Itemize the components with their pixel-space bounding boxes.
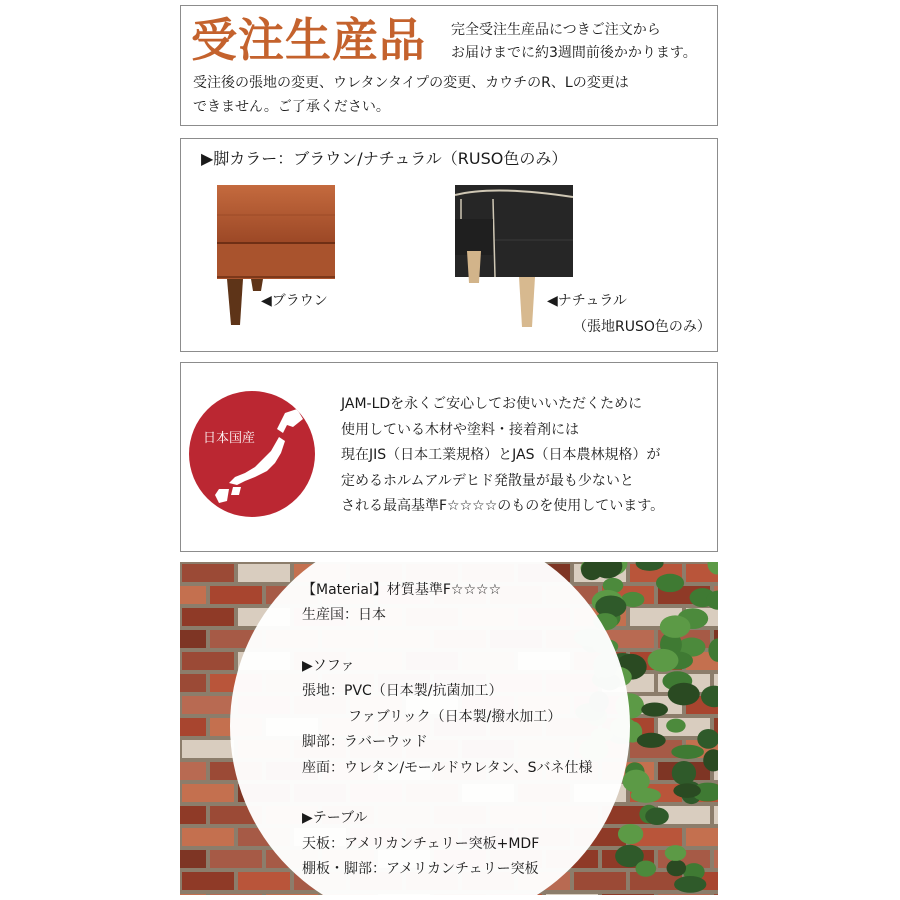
material-header: 【Material】材質基準F☆☆☆☆ — [302, 582, 502, 598]
material-line: ファブリック（日本製/撥水加工） — [348, 709, 562, 725]
notice-line-4: できません。ご了承ください。 — [193, 99, 390, 115]
safety-text-line: 定めるホルムアルデヒド発散量が最も少ないと — [341, 473, 634, 489]
notice-line-1: 完全受注生産品につきご注文から — [451, 22, 661, 38]
safety-text-line: される最高基準F☆☆☆☆のものを使用しています。 — [341, 498, 665, 514]
safety-text-line: 現在JIS（日本工業規格）とJAS（日本農林規格）が — [341, 447, 661, 463]
material-line: 生産国：日本 — [302, 607, 386, 623]
order-notice-box — [180, 5, 718, 126]
brown-caption: ◀ブラウン — [261, 293, 328, 309]
material-table-heading: ▶テーブル — [302, 810, 368, 826]
material-line: 棚板・脚部：アメリカンチェリー突板 — [302, 861, 539, 877]
notice-line-2: お届けまでに約3週間前後かかります。 — [451, 45, 697, 61]
made-in-japan-label: 日本国産 — [203, 431, 256, 446]
material-line: 脚部：ラバーウッド — [302, 734, 428, 750]
made-in-japan-badge — [189, 391, 315, 517]
japan-map-icon — [189, 391, 315, 517]
safety-text-line: JAM-LDを永くご安心してお使いいただくために — [341, 396, 643, 412]
material-line: 張地：PVC（日本製/抗菌加工） — [302, 683, 503, 699]
made-in-japan-box — [180, 362, 718, 552]
material-line: 天板：アメリカンチェリー突板+MDF — [302, 836, 540, 852]
safety-text-line: 使用している木材や塗料・接着剤には — [341, 422, 579, 438]
made-to-order-title: 受注生産品 — [191, 13, 426, 67]
material-line: 座面：ウレタン/モールドウレタン、Sバネ仕様 — [302, 760, 593, 776]
material-panel — [180, 562, 718, 895]
leg-color-box — [180, 138, 718, 352]
material-sofa-heading: ▶ソファ — [302, 658, 355, 674]
natural-note: （張地RUSO色のみ） — [573, 319, 711, 335]
natural-caption: ◀ナチュラル — [547, 293, 627, 309]
notice-line-3: 受注後の張地の変更、ウレタンタイプの変更、カウチのR、Lの変更は — [193, 75, 629, 91]
leg-color-title: ▶脚カラー：ブラウン/ナチュラル（RUSO色のみ） — [201, 149, 568, 168]
